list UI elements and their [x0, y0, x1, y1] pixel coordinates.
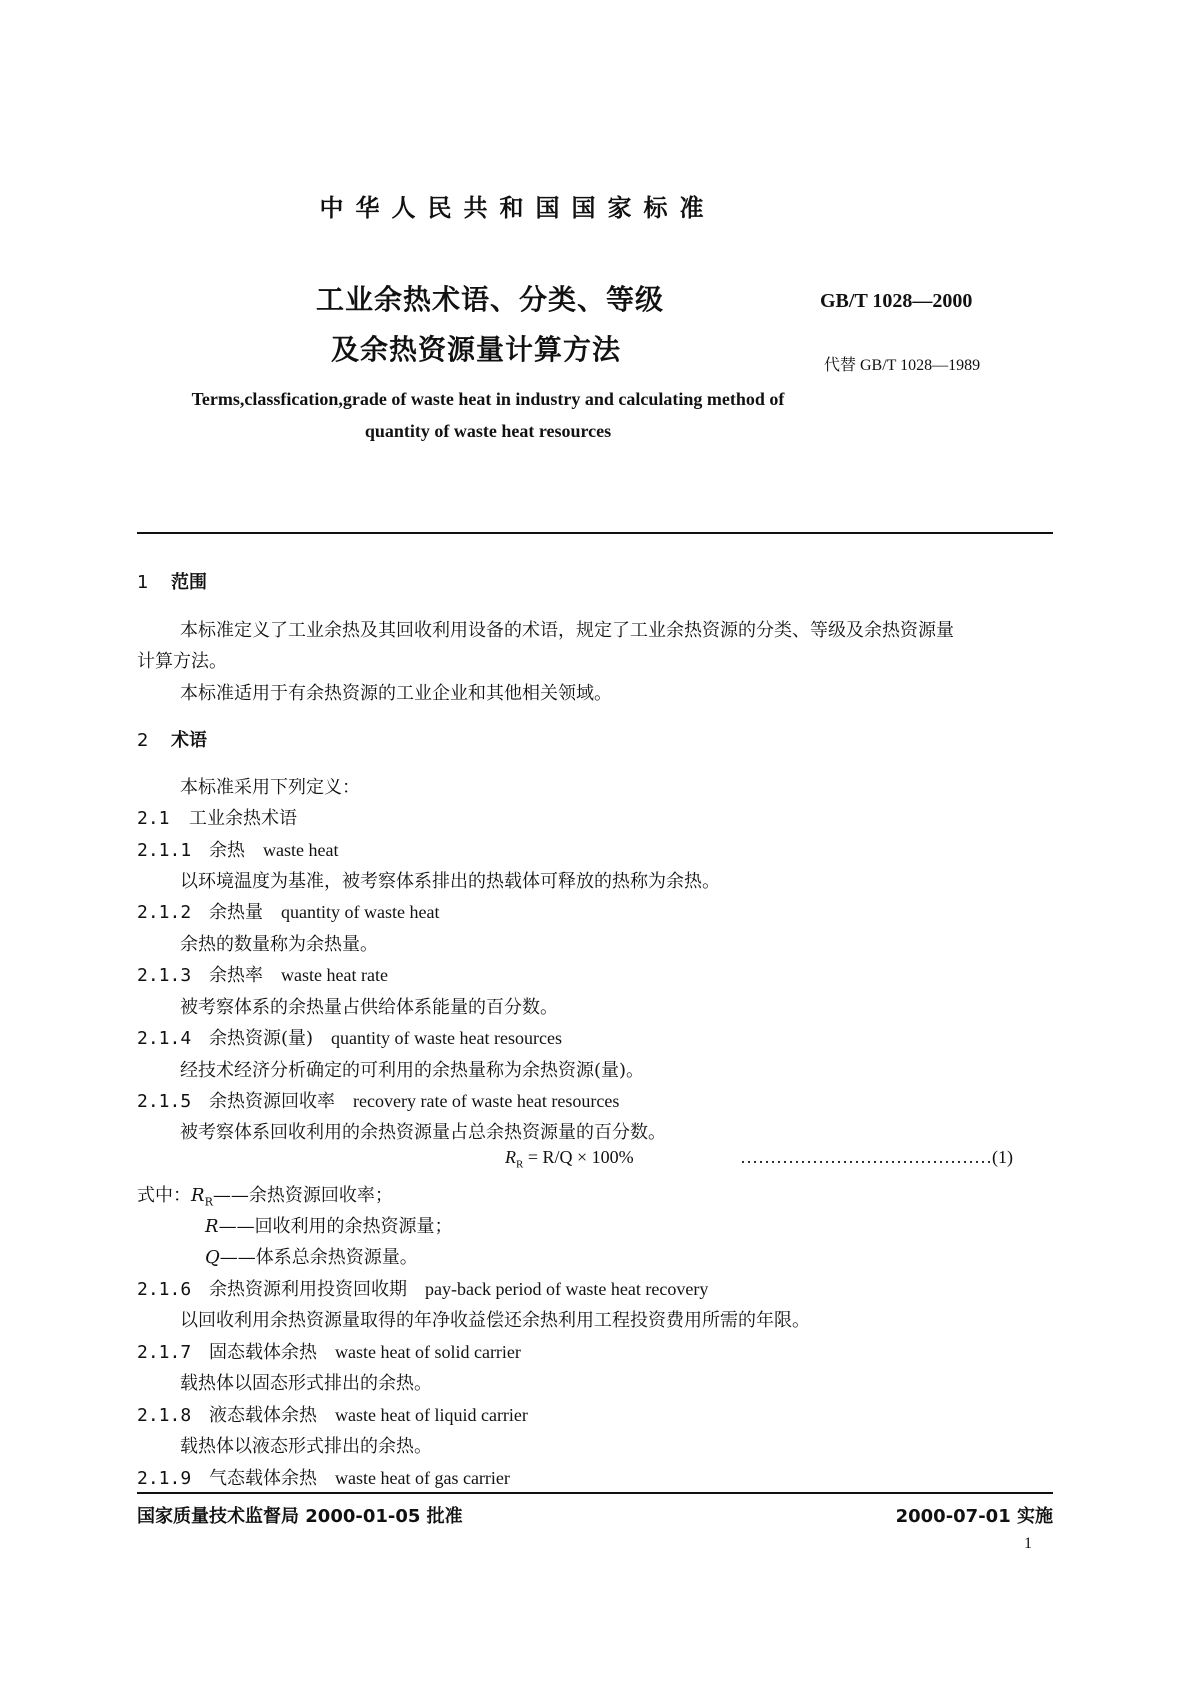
term-2-1-6-definition: 以回收利用余热资源量取得的年净收益偿还余热利用工程投资费用所需的年限。	[180, 1310, 810, 1331]
terms-intro: 本标准采用下列定义：	[180, 777, 360, 798]
term-2-1-1: 2.1.1 余热 waste heat	[137, 840, 339, 861]
term-2-1-1-definition: 以环境温度为基准，被考察体系排出的热载体可释放的热称为余热。	[180, 871, 720, 892]
term-2-1-8: 2.1.8 液态载体余热 waste heat of liquid carrier	[137, 1405, 528, 1426]
formula-where-line-2: R——回收利用的余热资源量；	[205, 1216, 453, 1237]
scope-paragraph-line-2: 计算方法。	[137, 651, 227, 672]
term-2-1-5-definition: 被考察体系回收利用的余热资源量占总余热资源量的百分数。	[180, 1122, 666, 1143]
term-2-1-3: 2.1.3 余热率 waste heat rate	[137, 965, 388, 986]
subsection-2-1: 2.1 工业余热术语	[137, 808, 297, 829]
term-2-1-4-definition: 经技术经济分析确定的可利用的余热量称为余热资源(量)。	[180, 1060, 645, 1081]
effective-date: 2000-07-01 实施	[895, 1506, 1053, 1527]
term-2-1-6: 2.1.6 余热资源利用投资回收期 pay-back period of waste heat recovery	[137, 1279, 709, 1300]
section-1-heading: 1 范围	[137, 572, 207, 593]
footer-divider	[137, 1492, 1053, 1494]
english-title: Terms,classfication,grade of waste heat in industry and calculating method of quantity of waste heat resources	[191, 389, 785, 441]
recovery-rate-formula: $R_R = R/Q \times 100\%$	[505, 1147, 634, 1171]
term-2-1-8-definition: 载热体以液态形式排出的余热。	[180, 1436, 432, 1457]
term-2-1-7: 2.1.7 固态载体余热 waste heat of solid carrier	[137, 1342, 521, 1363]
formula-where-line-1: 式中：$R_R——$余热资源回收率；	[137, 1185, 393, 1209]
national-standard-heading: 中华人民共和国国家标准	[319, 194, 716, 222]
standard-number: GB/T 1028—2000	[820, 290, 973, 312]
document-title-line-2: 及余热资源量计算方法	[331, 333, 622, 366]
scope-paragraph-2: 本标准适用于有余热资源的工业企业和其他相关领域。	[180, 683, 612, 704]
equation-number: ……………………………………(1)	[740, 1147, 1013, 1167]
page-number: 1	[1024, 1535, 1032, 1552]
term-2-1-2-definition: 余热的数量称为余热量。	[180, 934, 378, 955]
formula-where-line-3: Q——体系总余热资源量。	[205, 1247, 418, 1268]
header-divider	[137, 532, 1053, 534]
term-2-1-9: 2.1.9 气态载体余热 waste heat of gas carrier	[137, 1468, 510, 1489]
term-2-1-3-definition: 被考察体系的余热量占供给体系能量的百分数。	[180, 997, 558, 1018]
term-2-1-2: 2.1.2 余热量 quantity of waste heat	[137, 902, 440, 923]
scope-paragraph-line-1: 本标准定义了工业余热及其回收利用设备的术语，规定了工业余热资源的分类、等级及余热资源量	[180, 620, 954, 641]
document-title-line-1: 工业余热术语、分类、等级	[316, 283, 665, 316]
term-2-1-4: 2.1.4 余热资源(量) quantity of waste heat resources	[137, 1028, 562, 1049]
term-2-1-5: 2.1.5 余热资源回收率 recovery rate of waste heat resources	[137, 1091, 620, 1112]
term-2-1-7-definition: 载热体以固态形式排出的余热。	[180, 1373, 432, 1394]
approval-note: 国家质量技术监督局 2000-01-05 批准	[137, 1506, 463, 1527]
section-2-heading: 2 术语	[137, 730, 207, 751]
replaces-standard: 代替 GB/T 1028—1989	[824, 357, 981, 374]
